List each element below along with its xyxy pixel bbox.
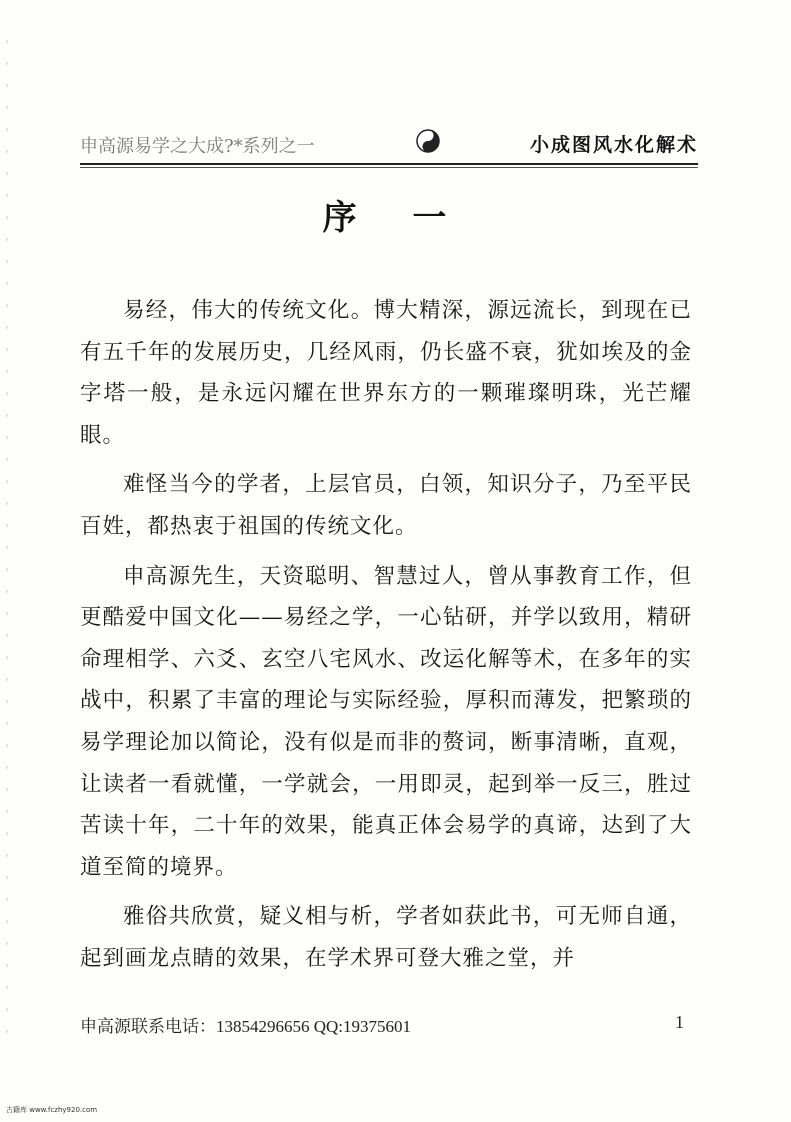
running-header — [80, 126, 698, 162]
contact-info: 申高源联系电话：13854296656 QQ:19375601 — [80, 1017, 412, 1036]
paragraph-3: 申高源先生，天资聪明、智慧过人，曾从事教育工作，但更酷爱中国文化——易经之学，一心钻研，并学以致用，精研命理相学、六爻、玄空八宅风水、改运化解等术，在多年的实战中，积累了丰富的理论与实际经验，厚积而薄发，把繁琐的易学理论加以简论，没有似是而非的赘词，断事清晰，直观，让读者一看就懂，一学就会，一用即灵，起到举一反三，胜过苦读十年，二十年的效果，能真正体会易学的真谛，达到了大道至简的境界。 — [80, 563, 692, 880]
page-title: 序 一 — [322, 198, 469, 238]
header-rule — [80, 163, 698, 165]
paragraph-1: 易经，伟大的传统文化。博大精深，源远流长，到现在已有五千年的发展历史，几经风雨，仍长盛不衰，犹如埃及的金字塔一般，是永远闪耀在世界东方的一颗璀璨明珠，光芒耀眼。 — [80, 298, 692, 448]
site-watermark: 古籍库 www.fczhy920.com — [6, 1106, 98, 1114]
page-number: 1 — [675, 1012, 684, 1032]
paragraph-2: 难怪当今的学者，上层官员，白领，知识分子，乃至平民百姓，都热衷于祖国的传统文化。 — [80, 472, 692, 539]
paragraph-4: 雅俗共欣赏，疑义相与析，学者如获此书，可无师自通，起到画龙点睛的效果，在学术界可登大雅之堂，并 — [80, 904, 692, 971]
body-text — [80, 290, 692, 988]
series-title: 申高源易学之大成?*系列之一 — [80, 136, 315, 157]
taiji-icon — [415, 128, 441, 154]
header-rule-thin — [80, 167, 698, 168]
book-title: 小成图风水化解术 — [529, 134, 698, 156]
